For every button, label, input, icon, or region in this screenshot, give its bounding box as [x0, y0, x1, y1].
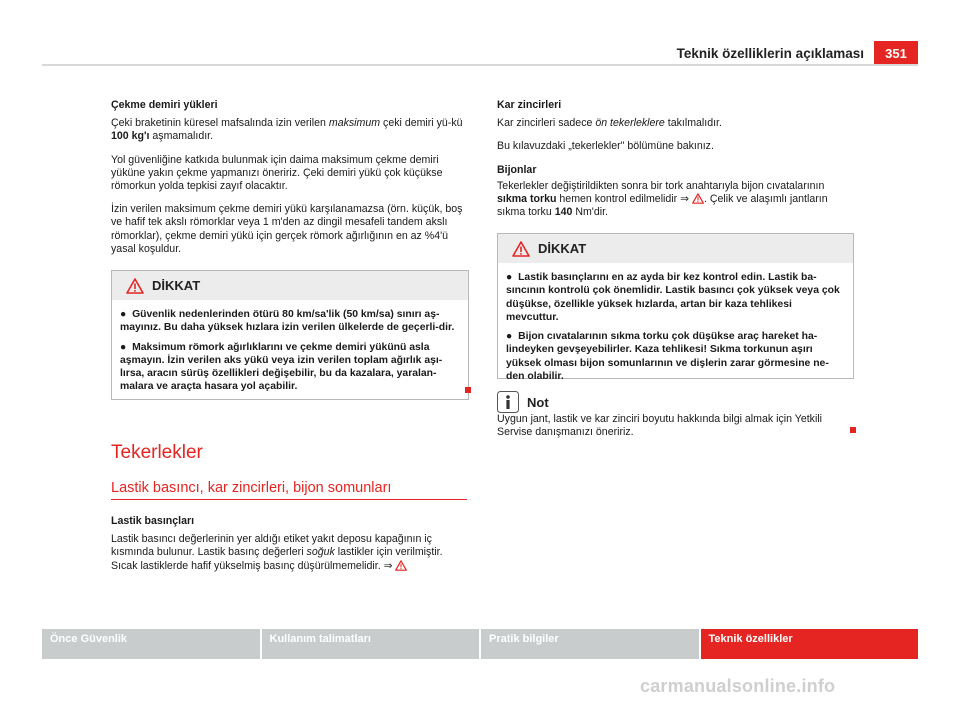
header-divider [42, 64, 918, 66]
warning-item: ● Bijon cıvatalarının sıkma torku çok düşükse araç hareket ha-lindeyken gevşeyebilirler. Kaza tehlikesi! Sıkma torkunun aşırı yüksek olması bijon somunlarının ve dişlerin zarar görmesine ne-den olabilir. [506, 331, 829, 383]
note-info-icon [497, 391, 519, 413]
towbar-heading: Çekme demiri yükleri [111, 99, 218, 111]
warning-item-text: Bijon cıvatalarının sıkma torku çok düşükse araç hareket ha-lindeyken gevşeyebilirler. Kaza tehlikesi! Sıkma torkunun aşırı yüksek olması bijon somunlarının ve dişlerin zarar görmesine ne-den olabilir. [506, 331, 829, 383]
warning-box-right [497, 233, 854, 383]
emphasis-text: soğuk [306, 546, 335, 559]
text-run: çeki demiri yü-kü [380, 117, 463, 130]
note-text: Uygun jant, lastik ve kar zinciri boyutu hakkında bilgi almak için Yetkili Servise danışmanızı öneririz. [497, 413, 823, 439]
text-run: takılmalıdır. [664, 117, 722, 130]
warning-body [498, 263, 853, 395]
warning-triangle-icon [126, 278, 144, 294]
warning-item-text: Lastik basınçlarını en az ayda bir kez kontrol edin. Lastik ba-sıncının kontrolü çok önemlidir. Lastik basıncı çok yüksek veya çok düşükse, özellikle yüksek hızlarda, artan bir kaza tehlikesi mevcuttur. [506, 272, 840, 323]
text-run: hemen kontrol edilmelidir ⇒ [556, 193, 689, 206]
footer-nav [42, 629, 918, 659]
snow-chains-paragraph-2: Bu kılavuzdaki „tekerlekler" bölümüne bakınız. [497, 140, 714, 153]
warning-header [112, 271, 468, 300]
strong-text: 140 [554, 206, 573, 219]
warning-body [112, 300, 468, 406]
text-run: Nm'dir. [572, 206, 608, 219]
text-run: Tekerlekler değiştirildikten sonra bir tork anahtarıyla bijon cıvatalarının [497, 179, 825, 192]
bolts-paragraph [497, 180, 853, 220]
warning-header [498, 234, 853, 263]
right-column [497, 99, 853, 229]
note-title: Not [527, 394, 549, 410]
section-underline [111, 499, 467, 500]
footer-tab-technical[interactable]: Teknik özellikler [701, 629, 919, 659]
warning-item: ● Güvenlik nedenlerinden ötürü 80 km/sa'lik (50 km/sa) sınırı aş-mayınız. Bu daha yüksek hızlara izin verilen ülkelerde de geçerli-dir. [120, 309, 455, 334]
text-run: lastikler için verilmiştir. Sıcak lastiklerde hafif yükselmiş basınç düşürülmemelidir. ⇒ [111, 546, 443, 572]
snow-chains-paragraph-1 [497, 117, 853, 130]
warning-title: DİKKAT [538, 241, 587, 256]
warning-box-left [111, 270, 469, 400]
text-run: Lastik basıncı değerlerinin yer aldığı etiket yakıt deposu kapağının iç kısmında bulunur. Lastik basınç değerleri [111, 533, 432, 559]
strong-text: 100 kg'ı [111, 130, 150, 143]
text-run: . Çelik ve alaşımlı jantların sıkma torku [497, 193, 828, 219]
warning-triangle-icon[interactable] [395, 560, 407, 571]
tyre-heading: Lastik basınçları [111, 515, 195, 527]
text-run: Kar zincirleri sadece [497, 117, 596, 130]
section-heading: Lastik basıncı, kar zincirleri, bijon somunları [111, 480, 392, 496]
strong-text: sıkma torku [497, 193, 557, 206]
note-header [497, 391, 549, 413]
warning-triangle-icon[interactable] [692, 193, 704, 204]
footer-tab-operation[interactable]: Kullanım talimatları [262, 629, 480, 659]
warning-item: ● Lastik basınçlarını en az ayda bir kez kontrol edin. Lastik ba-sıncının kontrolü çok önemlidir. Lastik basıncı çok yüksek veya çok düşükse, özellikle yüksek hızlarda, artan bir kaza tehlikesi mevcuttur. [506, 272, 840, 323]
note-block [497, 413, 847, 449]
tyre-paragraph [111, 533, 467, 573]
snow-chains-heading: Kar zincirleri [497, 99, 562, 111]
bolts-heading: Bijonlar [497, 163, 537, 176]
end-marker [850, 427, 856, 433]
emphasis-text: ön tekerleklere [595, 117, 665, 130]
towbar-paragraph-2: Yol güvenliğine katkıda bulunmak için daima maksimum çekme demiri yüküne yakın çekme yapmanızı öneririz. Çeki demiri yükü çok küçükse römorkun yolda tepkisi zayıf olacaktır. [111, 153, 443, 193]
tyre-pressure-block [111, 515, 467, 583]
warning-item-text: Güvenlik nedenlerinden ötürü 80 km/sa'lik (50 km/sa) sınırı aş-mayınız. Bu daha yüksek hızlara izin verilen ülkelerde de geçerli-dir. [120, 309, 455, 334]
chapter-title: Teknik özelliklerin açıklaması [676, 46, 864, 61]
footer-tab-practical[interactable]: Pratik bilgiler [481, 629, 699, 659]
towbar-paragraph-3: İzin verilen maksimum çekme demiri yükü karşılanamazsa (örn. küçük, boş ve hafif tek akslı römorklar veya 1 m'den az dingil mesafeli tandem akslı römorklar), çekme demiri yükü için gerçek römork ağırlığının en az %4'ü yasal koşuldur. [111, 203, 463, 255]
page-number: 351 [874, 41, 918, 66]
towbar-paragraph-1 [111, 117, 467, 143]
warning-title: DİKKAT [152, 278, 201, 293]
watermark: carmanualsonline.info [640, 676, 836, 696]
emphasis-text: maksimum [328, 117, 381, 130]
warning-triangle-icon [512, 241, 530, 257]
text-run: Çeki braketinin küresel mafsalında izin verilen [111, 117, 329, 130]
warning-item: ● Maksimum römork ağırlıklarını ve çekme demiri yükünü asla aşmayın. İzin verilen aks yükü veya izin verilen toplam ağırlık aşı-lırsa, aracın sürüş özellikleri değişebilir, bu da kazalara, yaralan-malara ve araçta hasara yol açabilir. [120, 341, 443, 393]
footer-tab-safety[interactable]: Önce Güvenlik [42, 629, 260, 659]
warning-item-text: Maksimum römork ağırlıklarını ve çekme demiri yükünü asla aşmayın. İzin verilen aks yükü veya izin verilen toplam ağırlık aşı-lırsa, aracın sürüş özellikleri değişebilir, bu da kazalara, yaralan-malara ve araçta hasara yol açabilir. [120, 341, 443, 393]
chapter-heading: Tekerlekler [111, 442, 203, 463]
text-run: aşmamalıdır. [149, 130, 214, 143]
left-column [111, 99, 467, 266]
end-marker [465, 387, 471, 393]
